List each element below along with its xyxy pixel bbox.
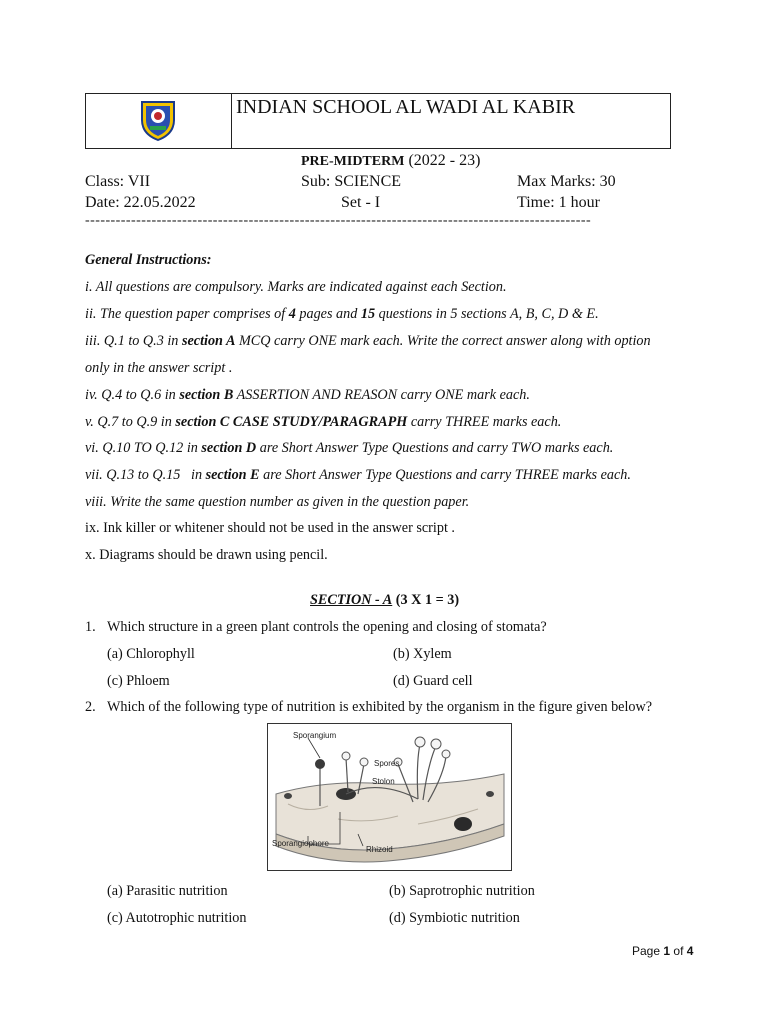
section-a-marks: (3 X 1 = 3) xyxy=(395,592,460,608)
question-2-option-b: (b) Saprotrophic nutrition xyxy=(389,883,535,899)
instructions-heading: General Instructions: xyxy=(85,252,212,268)
school-crest-icon xyxy=(136,98,180,142)
label-sporangium: Sporangium xyxy=(293,731,337,740)
instruction-vii: vii. Q.13 to Q.15 in section E are Short Answer Type Questions and carry THREE marks each. xyxy=(85,467,631,483)
bread-mould-figure xyxy=(267,723,512,871)
label-sporangiophore: Sporangiophore xyxy=(272,839,329,848)
page-footer: Page 1 of 4 xyxy=(632,944,694,958)
instruction-iii: iii. Q.1 to Q.3 in section A MCQ carry ONE mark each. Write the correct answer along with option xyxy=(85,333,651,349)
question-1-option-d: (d) Guard cell xyxy=(393,673,473,689)
instruction-iii-cont: only in the answer script . xyxy=(85,360,233,376)
header-divider xyxy=(231,94,232,148)
section-a-heading xyxy=(310,592,459,609)
header-box xyxy=(85,93,671,149)
exam-class: Class: VII xyxy=(85,173,151,190)
section-a-title: SECTION - A xyxy=(310,592,393,608)
instruction-x: x. Diagrams should be drawn using pencil. xyxy=(85,547,328,563)
label-stolon: Stolon xyxy=(372,777,395,786)
label-spores: Spores xyxy=(374,759,400,768)
question-1-number: 1. xyxy=(85,619,96,635)
exam-max-marks: Max Marks: 30 xyxy=(517,173,616,190)
exam-subject: Sub: SCIENCE xyxy=(301,173,402,190)
question-1-text: Which structure in a green plant controls the opening and closing of stomata? xyxy=(107,619,547,635)
question-1-option-a: (a) Chlorophyll xyxy=(107,646,195,662)
bread-mould-illustration xyxy=(268,724,511,870)
question-2-text: Which of the following type of nutrition is exhibited by the organism in the figure given below? xyxy=(107,699,653,715)
exam-date: Date: 22.05.2022 xyxy=(85,194,196,211)
exam-title xyxy=(301,152,480,170)
instruction-i: i. All questions are compulsory. Marks are indicated against each Section. xyxy=(85,279,507,295)
question-2-option-d: (d) Symbiotic nutrition xyxy=(389,910,520,926)
question-1-option-b: (b) Xylem xyxy=(393,646,452,662)
question-2-option-a: (a) Parasitic nutrition xyxy=(107,883,228,899)
question-2-option-c: (c) Autotrophic nutrition xyxy=(107,910,247,926)
exam-title-prefix: PRE-MIDTERM xyxy=(301,154,405,169)
exam-set: Set - I xyxy=(341,194,381,211)
instruction-v: v. Q.7 to Q.9 in section C CASE STUDY/PARAGRAPH carry THREE marks each. xyxy=(85,414,562,430)
school-name: INDIAN SCHOOL AL WADI AL KABIR xyxy=(236,96,576,118)
instruction-vi: vi. Q.10 TO Q.12 in section D are Short Answer Type Questions and carry TWO marks each. xyxy=(85,440,614,456)
instruction-iv: iv. Q.4 to Q.6 in section B ASSERTION AND REASON carry ONE mark each. xyxy=(85,387,530,403)
exam-year: (2022 - 23) xyxy=(408,152,481,169)
exam-time: Time: 1 hour xyxy=(517,194,600,211)
question-2-number: 2. xyxy=(85,699,96,715)
separator-line: --------------------------------------------------------------------------------------------------- xyxy=(85,213,592,228)
question-1-option-c: (c) Phloem xyxy=(107,673,170,689)
instruction-viii: viii. Write the same question number as given in the question paper. xyxy=(85,494,470,510)
instruction-ii: ii. The question paper comprises of 4 pages and 15 questions in 5 sections A, B, C, D & E. xyxy=(85,306,599,322)
instruction-ix: ix. Ink killer or whitener should not be used in the answer script . xyxy=(85,520,455,536)
label-rhizoid: Rhizoid xyxy=(366,845,393,854)
